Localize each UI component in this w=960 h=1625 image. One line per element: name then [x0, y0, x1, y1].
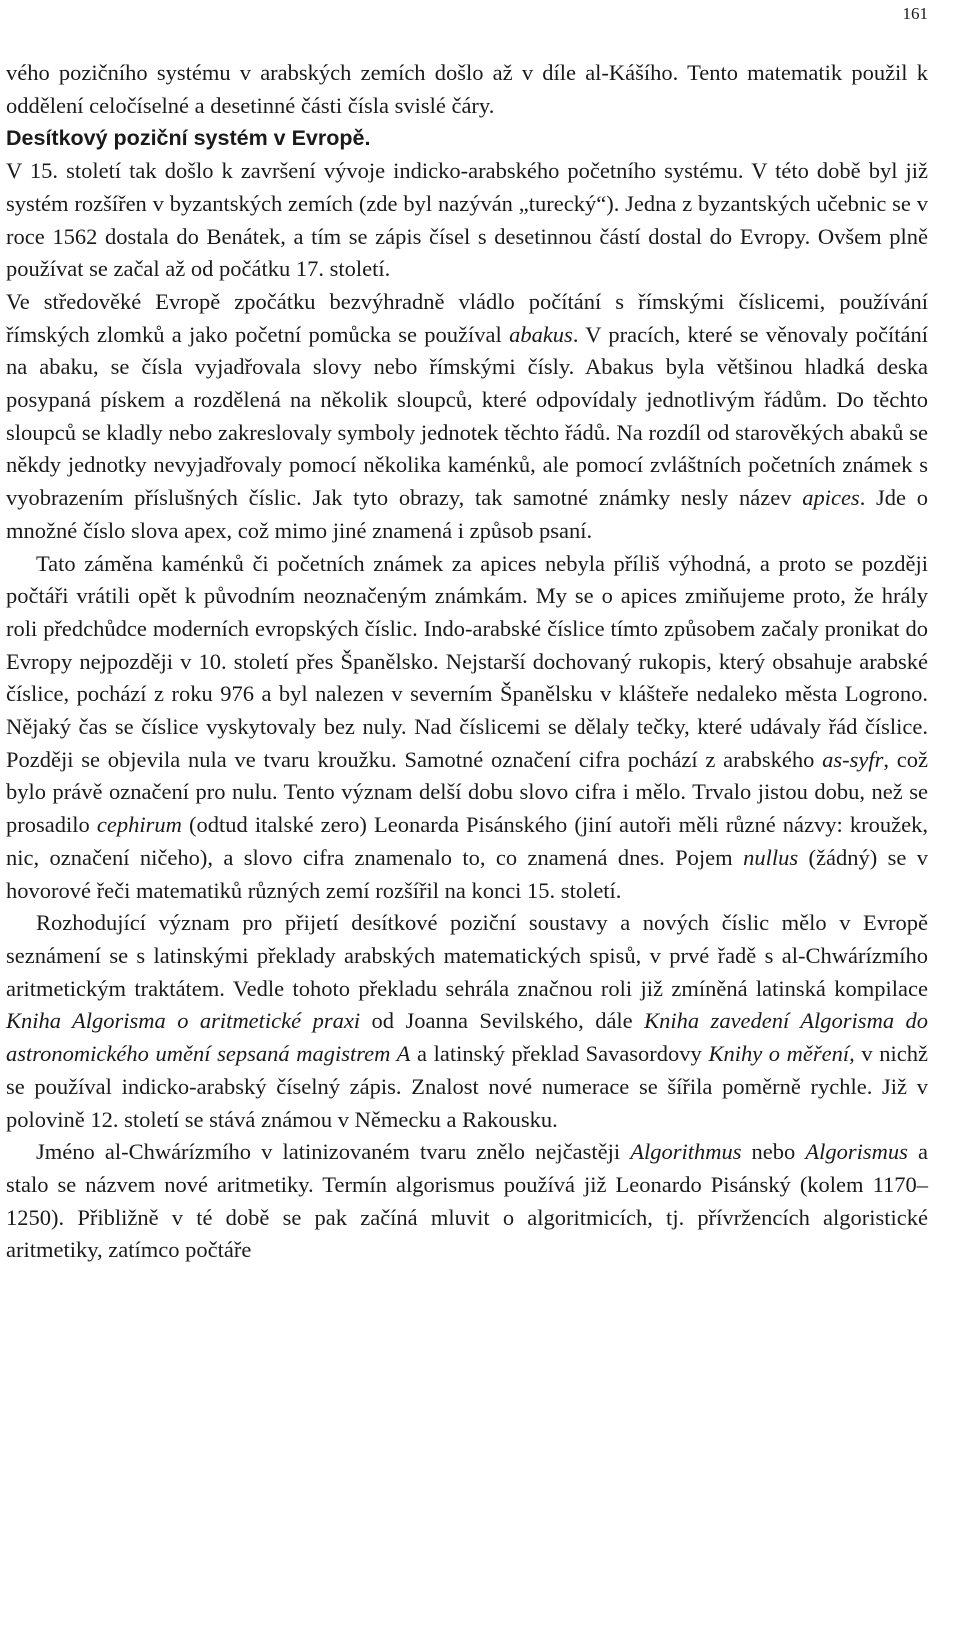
text-run: a latinský překlad Savasordovy — [410, 1041, 709, 1067]
italic-term: apices — [802, 485, 860, 511]
paragraph-2 — [6, 286, 928, 548]
italic-term: Algorithmus — [630, 1139, 742, 1165]
italic-title: Knihy o měření, — [708, 1041, 855, 1067]
italic-term: as-syfr — [822, 746, 884, 772]
italic-term: Algorismus — [805, 1139, 908, 1165]
paragraph-1: V 15. století tak došlo k završení vývoje indicko-arabského početního systému. V této době byl již systém rozšířen v byzantských zemích (zde byl nazýván „turecký“). Jedna z byzantských učebnic se v roce 1562 dostala do Benátek, a tím se zápis čísel s desetinnou částí dostal do Evropy. Ovšem plně používat se začal až od počátku 17. století. — [6, 158, 928, 282]
paragraph-3 — [6, 548, 928, 908]
text-run: Rozhodující význam pro přijetí desítkové poziční soustavy a nových číslic mělo v Evropě seznámení se s latinskými překlady arabských matematických spisů, v prvé řadě s al-Chwárízmího aritmetickým traktátem. Vedle tohoto překladu sehrála značnou roli již zmíněná latinská kompilace — [6, 910, 928, 1001]
paragraph-4 — [6, 907, 928, 1136]
book-page — [6, 0, 928, 1625]
italic-title: Kniha zavedení Algorisma do astronomického umění sepsaná magistrem A — [6, 1008, 929, 1067]
paragraph-5 — [6, 1136, 928, 1267]
italic-term: nullus — [743, 844, 799, 870]
italic-title: Kniha Algorisma o aritmetické praxi — [6, 1008, 361, 1034]
text-run: (odtud italské zero) Leonarda Pisánského (jiní autoři měli různé názvy: kroužek, nic, označení ničeho), a slovo cifra znamenalo to, co znamená dnes. Pojem — [6, 812, 928, 870]
text-run: , což bylo právě označení pro nulu. Tento význam delší dobu slovo cifra i mělo. Trvalo jistou dobu, než se prosadilo — [6, 746, 928, 838]
text-body — [6, 57, 928, 1267]
text-run: (žádný) se v hovorové řeči matematiků různých zemí rozšířil na konci 15. století. — [6, 844, 928, 903]
paragraph-continuation: vého pozičního systému v arabských zemích došlo až v díle al-Kášího. Tento matematik použil k oddělení celočíselné a desetinné části čísla svislé čáry. — [6, 60, 928, 118]
text-run: nebo — [741, 1139, 806, 1165]
text-run: v nichž se používal indicko-arabský číselný zápis. Znalost nové numerace se šířila poměrně rychle. Již v polovině 12. století se stává známou v Německu a Rakousku. — [6, 1041, 929, 1132]
text-run: Jméno al-Chwárízmího v latinizovaném tvaru znělo nejčastěji — [36, 1139, 631, 1165]
section-heading: Desítkový poziční systém v Evropě. — [6, 126, 371, 151]
text-run: . Jde o množné číslo slova apex, což mimo jiné znamená i způsob psaní. — [6, 485, 928, 543]
italic-term: cephirum — [96, 812, 182, 838]
text-run: a stalo se názvem nové aritmetiky. Termín algorismus používá již Leonardo Pisánský (kolem 1170–1250). Přibližně v té době se pak začíná mluvit o algoritmicích, tj. přívržencích algoristické aritmetiky, zatímco počtáře — [6, 1139, 928, 1263]
text-run: Ve středověké Evropě zpočátku bezvýhradně vládlo počítání s římskými číslicemi, používání římských zlomků a jako početní pomůcka se používal — [6, 288, 928, 347]
page-number: 161 — [902, 4, 928, 23]
text-run: Tato záměna kaménků či početních známek za apices nebyla příliš výhodná, a proto se později počtáři vrátili opět k původním neoznačeným známkám. My se o apices zmiňujeme proto, že hrály roli předchůdce moderních evropských číslic. Indo-arabské číslice tímto způsobem začaly pronikat do Evropy nejpozději v 10. století přes Španělsko. Nejstarší dochovaný rukopis, který obsahuje arabské číslice, pochází z roku 976 a byl nalezen v severním Španělsku v klášteře nedaleko města Logrono. Nějaký čas se číslice vyskytovaly bez nuly. Nad číslicemi se dělaly tečky, které udávaly řád číslice. Později se objevila nula ve tvaru kroužku. Samotné označení cifra pochází z arabského — [6, 550, 928, 772]
italic-term: abakus — [509, 321, 573, 347]
text-run: od Joanna Sevilského, dále — [360, 1008, 645, 1034]
text-run: . V pracích, které se věnovaly počítání na abaku, se čísla vyjadřovala slovy nebo římskými čísly. Abakus byla většinou hladká deska posypaná pískem a rozdělená na několik sloupců, které odpovídaly jednotlivým řádům. Do těchto sloupců se kladly nebo zakreslovaly symboly jednotek těchto řádů. Na rozdíl od starověkých abaků se někdy jednotky nevyjadřovaly pomocí několika kaménků, ale pomocí zvláštních početních známek s vyobrazením příslušných číslic. Jak tyto obrazy, tak samotné známky nesly název — [6, 321, 928, 511]
